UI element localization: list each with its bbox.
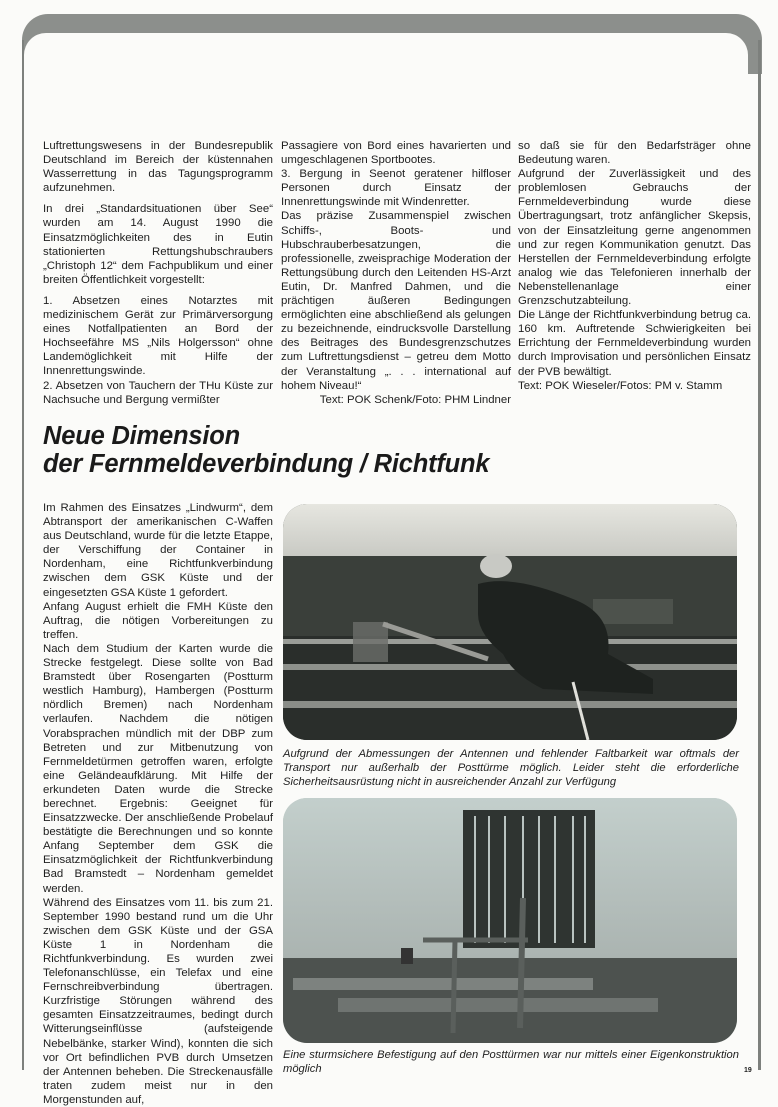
top-column-2 <box>281 139 511 407</box>
page-number: 19 <box>744 1067 752 1074</box>
paragraph: Nach dem Studium der Karten wurde die Strecke festgelegt. Diese sollte von Bad Bramstedt über Rosengarten (Postturm westlich Hamburg), Hambergen (Postturm nördlich Bremen) nach Nordenham verlaufen. Nachdem die nötigen Vorabsprachen mündlich mit der DBP zum Betreten und zur Mitbenutzung von Fernmeldetürmen getroffen waren, erfolgte eine Geländeaufklärung. Mit Hilfe der erkundeten Daten wurde die Strecke berechnet. Ergebnis: Geeignet für Einsatzzwecke. Der anschließende Probelauf bestätigte die Berechnungen und so konnte Anfang September dem GSK die Einsatzmöglichkeit der Richtfunkverbindung Bad Bramstedt – Nordenham gemeldet werden. <box>43 642 273 895</box>
photo-2-caption: Eine sturmsichere Befestigung auf den Posttürmen war nur mittels einer Eigenkonstruktion möglich <box>283 1049 739 1075</box>
header-inner <box>24 33 748 93</box>
paragraph: Anfang August erhielt die FMH Küste den Auftrag, die nötigen Vorbereitungen zu treffen. <box>43 600 273 641</box>
paragraph: Aufgrund der Zuverlässigkeit und des problemlosen Gebrauchs der Fernmeldeverbindung wurde diese Übertragungsart, trotz anfänglicher Skepsis, von der Einsatzleitung gerne angenommen und zur regen Kommunikation genutzt. Das Herstellen der Fernmeldeverbindung erfolgte analog wie das Telefonieren innerhalb der Nebenstellenanlage einer Grenzschutzabteilung. <box>518 168 751 308</box>
article-headline <box>43 422 489 478</box>
top-column-1 <box>43 139 273 407</box>
paragraph: 2. Absetzen von Tauchern der THu Küste zur Nachsuche und Bergung vermißter <box>43 379 273 406</box>
article-body-column <box>43 501 273 1107</box>
headline-line-2: der Fernmeldeverbindung / Richtfunk <box>43 450 490 478</box>
paragraph: 1. Absetzen eines Notarztes mit medizinischem Gerät zur Primärversorgung eines Notfallpatienten an Bord der Hochseefähre MS „Nils Holgersson“ ohne Landemöglichkeit mit Hilfe der Innenrettungswinde. <box>43 294 273 378</box>
paragraph: 3. Bergung in Seenot geratener hilfloser Personen durch Einsatz der Innenrettungswinde mit Windenretter. <box>281 168 511 209</box>
paragraph: Im Rahmen des Einsatzes „Lindwurm“, dem Abtransport der amerikanischen C-Waffen aus Deutschland, wurde für die letzte Etappe, der Verschiffung der Container in Nordenham, eine Richtfunkverbindung zwischen dem GSK Küste und der eingesetzten GSA Küste 1 gefordert. <box>43 502 273 599</box>
paragraph: Das präzise Zusammenspiel zwischen Schiffs-, Boots- und Hubschrauberbesatzungen, die professionelle, zweisprachige Moderation der Rettungsübung durch den Leitenden HS-Arzt Eutin, Dr. Manfred Dahmen, und die prächtigen äußeren Bedingungen ermöglichten eine abschließend als gelungen zu bezeichnende, eindrucksvolle Darstellung des Beitrages des Bundesgrenzschutzes zum Luftrettungsdienst – getreu dem Motto der Veranstaltung „. . . international auf hohem Niveau!“ <box>281 210 511 392</box>
photo-1-caption: Aufgrund der Abmessungen der Antennen und fehlender Faltbarkeit war oftmals der Transport nur außerhalb der Posttürme möglich. Leider steht die erforderliche Sicherheitsausrüstung nicht in ausreichender Anzahl zur Verfügung <box>283 748 739 788</box>
photo-credit: Text: POK Wieseler/Fotos: PM v. Stamm <box>518 379 723 392</box>
photo-credit: Text: POK Schenk/Foto: PHM Lindner <box>319 393 511 406</box>
right-border-rule <box>758 40 761 1070</box>
photo-technician-on-tower <box>283 504 737 740</box>
paragraph: Während des Einsatzes vom 11. bis zum 21. September 1990 bestand rund um die Uhr zwischen dem GSK Küste und der GSA Küste 1 in Nordenham die Richtfunkverbindung. Es wurden zwei Telefonanschlüsse, ein Telefax und eine Fernschreibverbindung übertragen. Kurzfristige Störungen während des gesamten Einsatzzeitraumes, bedingt durch Witterungseinflüsse (aufsteigende Nebelbänke, starker Wind), konnten die sich vor Ort befindlichen PVB durch Umsetzen der Antennen beheben. Die Streckenausfälle traten zudem meist nur in den Morgenstunden auf, <box>43 896 273 1106</box>
paragraph: Passagiere von Bord eines havarierten und umgeschlagenen Sportbootes. <box>281 140 511 167</box>
paragraph: so daß sie für den Bedarfsträger ohne Bedeutung waren. <box>518 140 751 167</box>
photo-technician-illustration <box>283 504 737 740</box>
photo-antenna-illustration <box>283 798 737 1043</box>
paragraph: In drei „Standardsituationen über See“ wurden am 14. August 1990 die Einsatzmöglichkeiten des in Eutin stationierten Rettungshubschraubers „Christoph 12“ dem Fachpublikum und einer breiten Öffentlichkeit vorgestellt: <box>43 203 273 286</box>
top-column-3 <box>518 139 751 393</box>
paragraph: Die Länge der Richtfunkverbindung betrug ca. 160 km. Auftretende Schwierigkeiten bei Errichtung der Fernmeldeverbindung wurden durch Improvisation und persönlichen Einsatz der PVB bewältigt. <box>518 309 751 378</box>
paragraph: Luftrettungswesens in der Bundesrepublik Deutschland im Bereich der küstennahen Wasserrettung in das Tagungsprogramm aufzunehmen. <box>43 140 273 195</box>
photo-antenna-mount <box>283 798 737 1043</box>
left-border-rule <box>22 40 24 1070</box>
headline-line-1: Neue Dimension <box>43 422 240 450</box>
